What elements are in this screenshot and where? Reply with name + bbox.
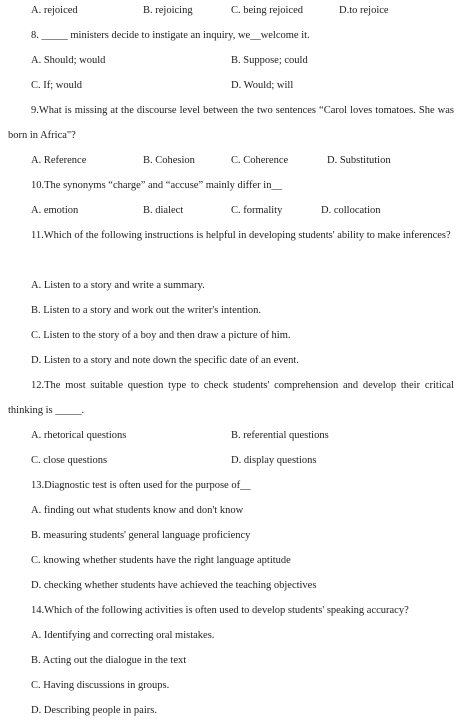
q10-option-a: A. emotion — [31, 205, 79, 216]
q10-option-b: B. dialect — [143, 205, 184, 216]
q13-option-a: A. finding out what students know and don't know — [31, 505, 244, 516]
q9-stem-block — [8, 98, 454, 148]
q10-option-c: C. formality — [231, 205, 283, 216]
q13-option-b: B. measuring students' general language proficiency — [31, 530, 251, 541]
q8-option-d: D. Would; will — [231, 80, 294, 91]
q7-option-d: D.to rejoice — [339, 5, 389, 16]
q9-option-c: C. Coherence — [231, 155, 289, 166]
q12-option-a: A. rhetorical questions — [31, 430, 127, 441]
q7-option-c: C. being rejoiced — [231, 5, 304, 16]
q10-stem: 10.The synonyms “charge” and “accuse” mainly differ in__ — [31, 180, 282, 191]
q8-option-a: A. Should; would — [31, 55, 106, 66]
q9-option-d: D. Substitution — [327, 155, 391, 166]
q11-stem-block — [8, 223, 454, 248]
q12-stem-block — [8, 373, 454, 423]
q13-stem: 13.Diagnostic test is often used for the purpose of__ — [31, 480, 251, 491]
q11-stem: 11.Which of the following instructions is helpful in developing students' ability to make inferences? — [31, 230, 451, 241]
q9-option-a: A. Reference — [31, 155, 87, 166]
q13-option-c: C. knowing whether students have the right language aptitude — [31, 555, 291, 566]
q7-option-b: B. rejoicing — [143, 5, 193, 16]
q14-option-b: B. Acting out the dialogue in the text — [31, 655, 187, 666]
q11-option-d: D. Listen to a story and note down the specific date of an event. — [31, 355, 299, 366]
q14-option-a: A. Identifying and correcting oral mistakes. — [31, 630, 215, 641]
q12-stem: 12.The most suitable question type to check students' comprehension and develop their critical thinking is _____. — [8, 380, 454, 416]
q14-stem: 14.Which of the following activities is often used to develop students' speaking accuracy? — [31, 605, 409, 616]
q8-option-c: C. If; would — [31, 80, 83, 91]
q10-option-d: D. collocation — [321, 205, 381, 216]
q13-option-d: D. checking whether students have achieved the teaching objectives — [31, 580, 317, 591]
q12-option-c: C. close questions — [31, 455, 108, 466]
q8-stem: 8. _____ ministers decide to instigate an inquiry, we__welcome it. — [31, 30, 310, 41]
q9-stem: 9.What is missing at the discourse level between the two sentences “Carol loves tomatoes. She was born in Africa"? — [8, 105, 454, 141]
q7-option-a: A. rejoiced — [31, 5, 78, 16]
q14-option-c: C. Having discussions in groups. — [31, 680, 170, 691]
q11-option-c: C. Listen to the story of a boy and then draw a picture of him. — [31, 330, 291, 341]
q12-option-b: B. referential questions — [231, 430, 329, 441]
q11-option-a: A. Listen to a story and write a summary. — [31, 280, 205, 291]
q14-option-d: D. Describing people in pairs. — [31, 705, 157, 716]
q9-option-b: B. Cohesion — [143, 155, 195, 166]
q8-option-b: B. Suppose; could — [231, 55, 308, 66]
q12-option-d: D. display questions — [231, 455, 317, 466]
q11-option-b: B. Listen to a story and work out the writer's intention. — [31, 305, 261, 316]
